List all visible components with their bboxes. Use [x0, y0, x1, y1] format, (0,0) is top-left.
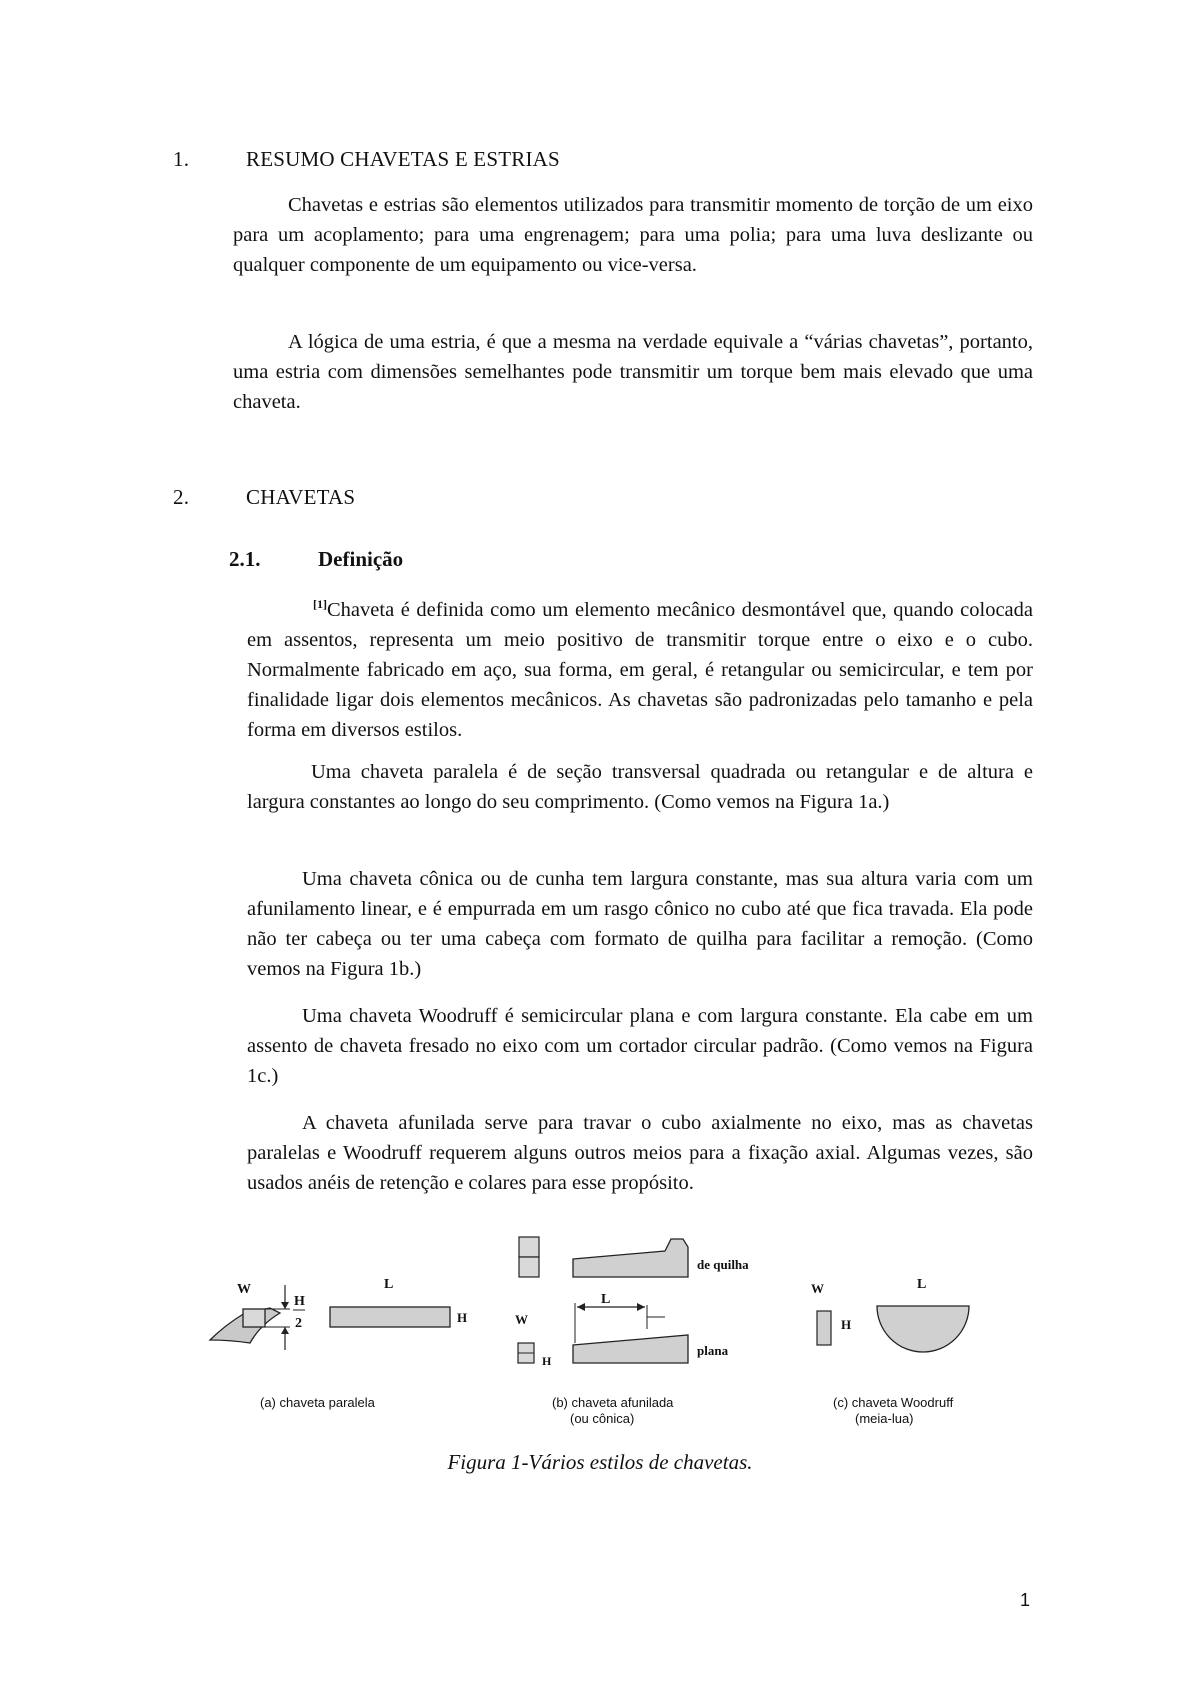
caption-b-line1: (b) chaveta afunilada	[552, 1395, 674, 1410]
label-h: H	[294, 1294, 305, 1309]
paragraph: Uma chaveta paralela é de seção transversal quadrada ou retangular e de altura e largura constantes ao longo do seu comprimento. (Como vemos na Figura 1a.)	[247, 761, 1033, 813]
woodruff-half-moon-shape	[877, 1306, 969, 1352]
key-section-shape	[243, 1309, 265, 1327]
label-w: W	[237, 1282, 251, 1297]
page-number: 1	[1020, 1590, 1031, 1610]
label-l: L	[601, 1292, 611, 1307]
paragraph: Chavetas e estrias são elementos utilizados para transmitir momento de torção de um eixo para um acoplamento; para uma engrenagem; para uma polia; para uma luva deslizante ou qualquer componente de um equipamento ou vice-versa.	[233, 194, 1033, 276]
paragraph: A chaveta afunilada serve para travar o cubo axialmente no eixo, mas as chavetas paralelas e Woodruff requerem alguns outros meios para a fixação axial. Algumas vezes, são usados anéis de retenção e colares para esse propósito.	[247, 1112, 1033, 1194]
caption-a: (a) chaveta paralela	[260, 1395, 375, 1410]
keys-diagram	[205, 1225, 1065, 1445]
figure-caption: Figura 1-Vários estilos de chavetas.	[447, 1450, 753, 1474]
label-h: H	[542, 1354, 552, 1368]
section-title: CHAVETAS	[246, 485, 356, 509]
label-l: L	[917, 1277, 927, 1292]
subsection-number: 2.1.	[229, 547, 261, 571]
subsection-title: Definição	[318, 547, 404, 571]
label-h: H	[457, 1310, 468, 1325]
paragraph: A lógica de uma estria, é que a mesma na verdade equivale a “várias chavetas”, portanto, uma estria com dimensões semelhantes pode transmitir um torque bem mais elevado que uma chaveta.	[233, 331, 1033, 413]
figure-1-key-styles	[205, 1225, 1065, 1445]
section-number: 2.	[173, 485, 190, 509]
gib-head-key-shape	[573, 1239, 688, 1277]
caption-c-line1: (c) chaveta Woodruff	[833, 1395, 954, 1410]
paragraph: Uma chaveta cônica ou de cunha tem largura constante, mas sua altura varia com um afunilamento linear, e é empurrada em um rasgo cônico no cubo até que fica travada. Ela pode não ter cabeça ou ter uma cabeça com formato de quilha para facilitar a remoção. (Como vemos na Figura 1b.)	[247, 868, 1033, 980]
section-title: RESUMO CHAVETAS E ESTRIAS	[246, 147, 560, 171]
label-l: L	[384, 1277, 394, 1292]
label-plana: plana	[697, 1343, 729, 1358]
reference-mark: [1]	[313, 597, 327, 611]
parallel-key-drawing	[210, 1277, 467, 1350]
paragraph-definition: [1]Chaveta é definida como um elemento mecânico desmontável que, quando colocada em assentos, representa um meio positivo de transmitir torque entre o eixo e o cubo. Normalmente fabricado em aço, sua forma, em geral, é retangular ou semicircular, e tem por finalidade ligar dois elementos mecânicos. As chavetas são padronizadas pelo tamanho e pela forma em diversos estilos.	[247, 597, 1033, 741]
section-number: 1.	[173, 147, 190, 171]
paragraph: Uma chaveta Woodruff é semicircular plana e com largura constante. Ela cabe em um assento de chaveta fresado no eixo com um cortador circular padrão. (Como vemos na Figura 1c.)	[247, 1005, 1033, 1087]
taper-key-drawing	[515, 1237, 749, 1368]
plain-taper-key-shape	[573, 1335, 688, 1363]
label-h: H	[841, 1317, 852, 1332]
label-w: W	[811, 1281, 824, 1296]
woodruff-key-drawing	[811, 1277, 969, 1352]
label-de-quilha: de quilha	[697, 1257, 749, 1272]
caption-c-line2: (meia-lua)	[855, 1411, 914, 1426]
parallel-key-side-view	[330, 1307, 450, 1327]
label-w: W	[515, 1312, 528, 1327]
label-two: 2	[295, 1316, 302, 1331]
caption-b-line2: (ou cônica)	[570, 1411, 635, 1426]
